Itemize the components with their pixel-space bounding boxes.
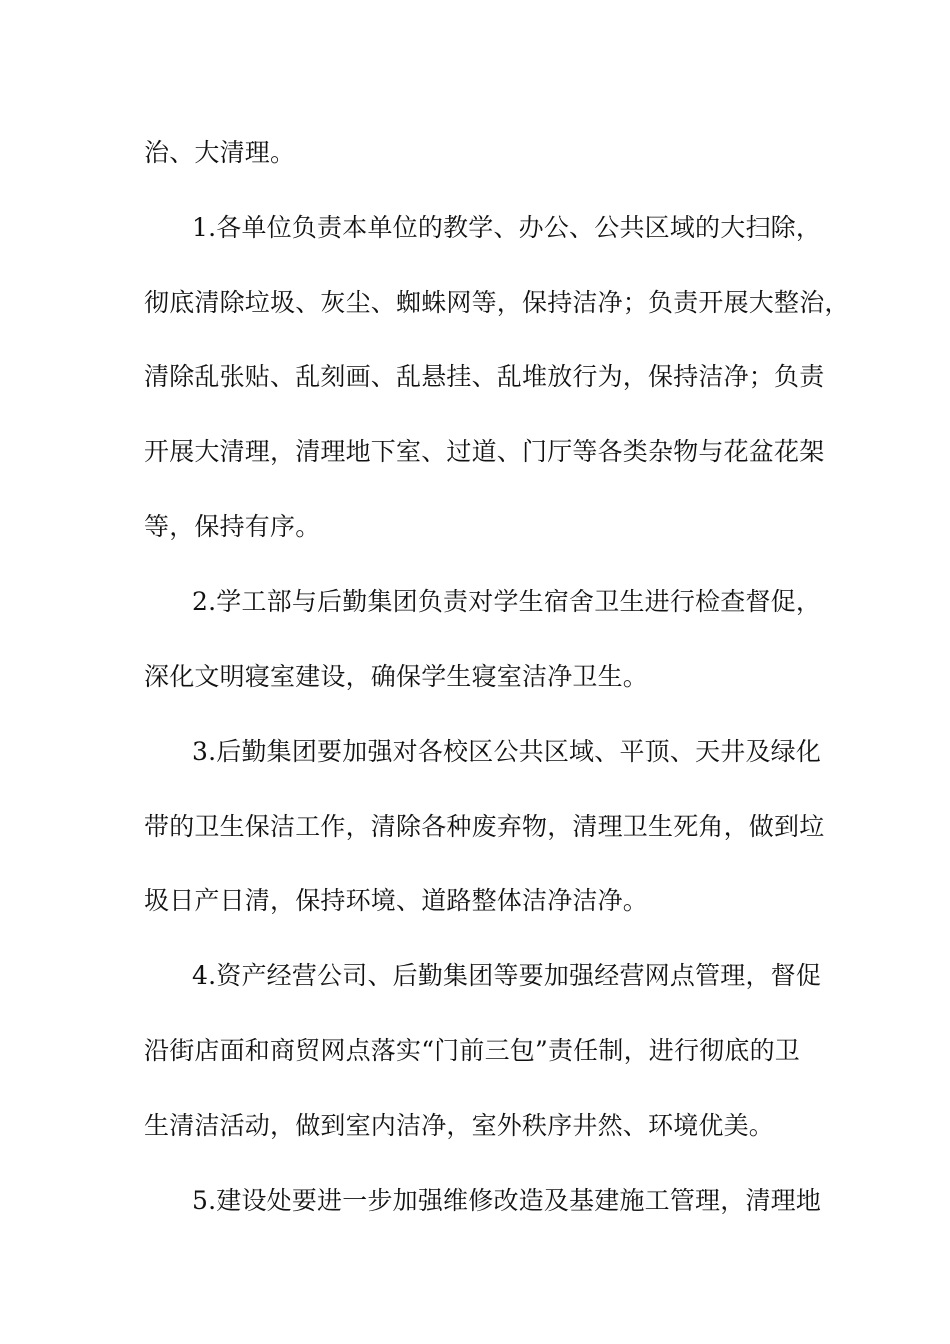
paragraph-1-line: 1.各单位负责本单位的教学、办公、公共区域的大扫除， — [192, 213, 822, 242]
text-line: 等，保持有序。 — [144, 512, 321, 541]
text-line: 深化文明寝室建设，确保学生寝室洁净卫生。 — [144, 662, 649, 691]
text-line: 开展大清理，清理地下室、过道、门厅等各类杂物与花盆花架 — [144, 437, 825, 466]
text-line: 带的卫生保洁工作，清除各种废弃物，清理卫生死角，做到垃 — [144, 812, 825, 841]
text-line: 圾日产日清，保持环境、道路整体洁净洁净。 — [144, 886, 649, 915]
text-line: 彻底清除垃圾、灰尘、蜘蛛网等，保持洁净；负责开展大整治， — [144, 288, 850, 317]
text-line: 生清洁活动，做到室内洁净，室外秩序井然、环境优美。 — [144, 1111, 775, 1140]
paragraph-2-line: 2.学工部与后勤集团负责对学生宿舍卫生进行检查督促， — [192, 587, 822, 616]
paragraph-5-line: 5.建设处要进一步加强维修改造及基建施工管理，清理地 — [192, 1186, 822, 1215]
paragraph-3-line: 3.后勤集团要加强对各校区公共区域、平顶、天井及绿化 — [192, 737, 822, 766]
text-line: 沿街店面和商贸网点落实“门前三包”责任制，进行彻底的卫 — [144, 1036, 800, 1065]
text-line: 治、大清理。 — [144, 138, 296, 167]
paragraph-4-line: 4.资产经营公司、后勤集团等要加强经营网点管理，督促 — [192, 961, 822, 990]
text-line: 清除乱张贴、乱刻画、乱悬挂、乱堆放行为，保持洁净；负责 — [144, 362, 825, 391]
